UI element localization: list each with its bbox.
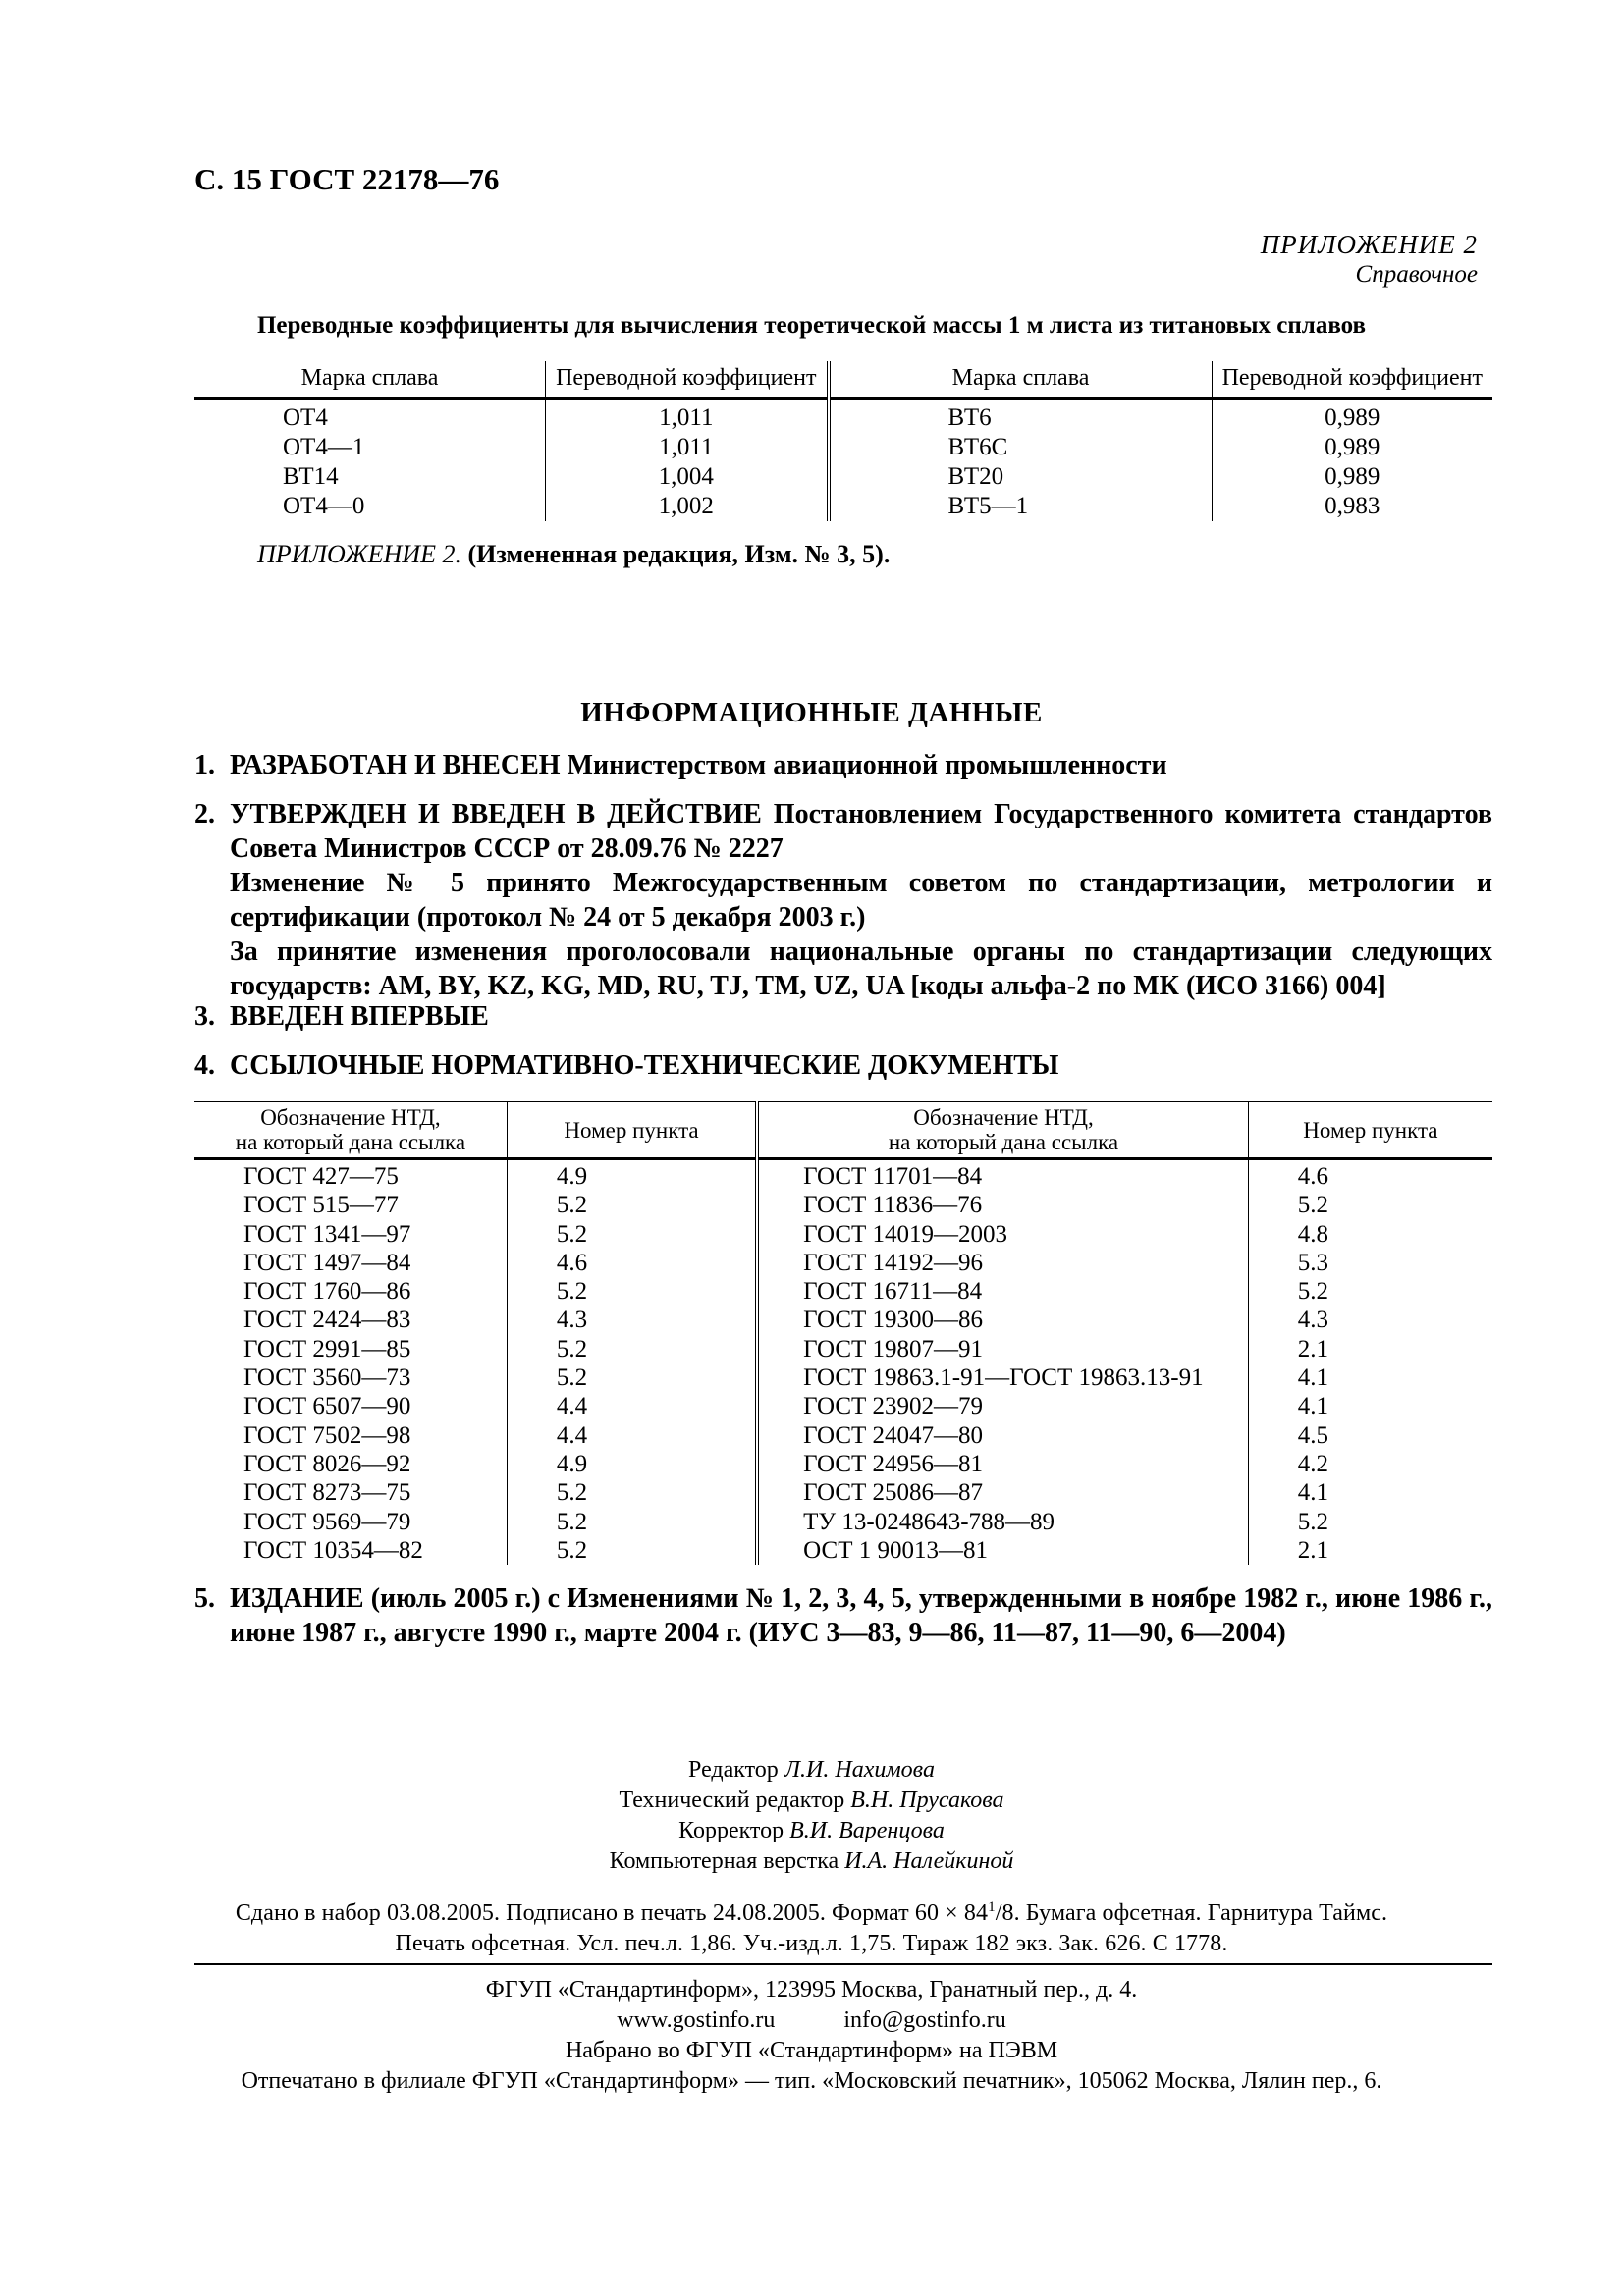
table-cell: 4.6 [507, 1249, 757, 1277]
table-cell: 4.9 [507, 1159, 757, 1192]
table-cell: 5.2 [507, 1220, 757, 1249]
header-line: на который дана ссылка [235, 1130, 466, 1154]
print-info-text: Сдано в набор 03.08.2005. Подписано в печать 24.08.2005. Формат 60 × 84 [235, 1900, 989, 1926]
table-cell: ВТ6С [829, 433, 1213, 462]
publisher-line: Отпечатано в филиале ФГУП «Стандартинформ» — тип. «Московский печатник», 105062 Москва, Лялин пер., 6. [241, 2068, 1382, 2094]
table-row [194, 399, 1492, 434]
table-cell: ГОСТ 11836—76 [757, 1191, 1248, 1219]
table-cell: 0,989 [1212, 399, 1492, 434]
table-header-row [194, 1102, 1492, 1159]
table-cell: 2.1 [1248, 1536, 1492, 1565]
credit-label: Технический редактор [619, 1788, 845, 1813]
publisher-line: ФГУП «Стандартинформ», 123995 Москва, Гранатный пер., д. 4. [485, 1977, 1138, 2002]
table-cell: 5.2 [507, 1536, 757, 1565]
item-text: За принятие изменения проголосовали национальные органы по стандартизации следующих государств: AM, BY, KZ, KG, MD, RU, TJ, TM, UZ, UA [коды альфа-2 по МК (ИСО 3166) 004] [230, 936, 1492, 1001]
table-cell: 5.2 [1248, 1277, 1492, 1306]
table-cell: ГОСТ 24956—81 [757, 1450, 1248, 1478]
table-cell: 4.1 [1248, 1363, 1492, 1392]
table-cell: 4.9 [507, 1450, 757, 1478]
note-ref: ПРИЛОЖЕНИЕ 2. [257, 540, 461, 568]
table-cell: ОТ4 [283, 404, 328, 431]
table-cell: ГОСТ 25086—87 [757, 1478, 1248, 1507]
table-cell: 0,983 [1212, 492, 1492, 521]
table-cell: 4.4 [507, 1421, 757, 1450]
page-header: С. 15 ГОСТ 22178—76 [194, 162, 500, 196]
column-header: Марка сплава [829, 361, 1213, 399]
table-cell: ГОСТ 14019—2003 [757, 1220, 1248, 1249]
table-cell: ОТ4—0 [283, 493, 365, 519]
table-cell: 5.2 [507, 1191, 757, 1219]
header-line: Обозначение НТД, [913, 1105, 1094, 1130]
table-cell: ГОСТ 23902—79 [757, 1392, 1248, 1420]
table-cell: ГОСТ 10354—82 [243, 1536, 423, 1564]
item-text: ИЗДАНИЕ (июль 2005 г.) с Изменениями № 1, 2, 3, 4, 5, утвержденными в ноябре 1982 г., июне 1986 г., июне 1987 г., августе 1990 г., марте 2004 г. (ИУС 3—83, 9—86, 11—87, 11—90, 6—2004) [230, 1583, 1492, 1648]
table-cell: 5.2 [507, 1508, 757, 1536]
credit-editor [0, 1755, 1623, 1786]
table-cell: 4.6 [1248, 1159, 1492, 1192]
table-cell: 5.2 [507, 1335, 757, 1363]
table-cell: 0,989 [1212, 433, 1492, 462]
credit-name: Л.И. Нахимова [784, 1757, 935, 1783]
column-header: Переводной коэффициент [546, 361, 829, 399]
table-cell: 5.3 [1248, 1249, 1492, 1277]
table-cell: 4.5 [1248, 1421, 1492, 1450]
table-cell: ГОСТ 19300—86 [757, 1306, 1248, 1334]
table-row [194, 492, 1492, 521]
table-row [194, 1421, 1492, 1450]
info-item-4 [194, 1048, 1492, 1083]
table-cell: ГОСТ 8273—75 [243, 1479, 411, 1507]
table-cell: ВТ6 [829, 399, 1213, 434]
table-row [194, 1450, 1492, 1478]
table-cell: ОСТ 1 90013—81 [757, 1536, 1248, 1565]
table-cell: ГОСТ 16711—84 [757, 1277, 1248, 1306]
table-cell: 4.1 [1248, 1392, 1492, 1420]
table-cell: 5.2 [507, 1363, 757, 1392]
table-body [194, 399, 1492, 522]
item-text: РАЗРАБОТАН И ВНЕСЕН Министерством авиационной промышленности [230, 750, 1167, 780]
credit-name: И.А. Налейкиной [844, 1848, 1014, 1874]
table-cell: 5.2 [1248, 1191, 1492, 1219]
item-number: 4. [194, 1050, 215, 1081]
table-cell: ВТ5—1 [829, 492, 1213, 521]
column-header: Переводной коэффициент [1212, 361, 1492, 399]
table-cell: ГОСТ 24047—80 [757, 1421, 1248, 1450]
table-cell: 2.1 [1248, 1335, 1492, 1363]
footer-divider [194, 1963, 1492, 1965]
publisher-contacts [582, 2005, 1041, 2036]
table-cell: ГОСТ 7502—98 [243, 1421, 411, 1449]
table-cell: ГОСТ 515—77 [243, 1192, 399, 1219]
credits [0, 1755, 1623, 1877]
table-cell: ГОСТ 1341—97 [243, 1220, 411, 1248]
credit-label: Редактор [688, 1757, 779, 1783]
table-cell: 1,002 [546, 492, 829, 521]
credit-layout [0, 1846, 1623, 1877]
conversion-coefficients-table [194, 361, 1492, 521]
item-text: Изменение № 5 принято Межгосударственным советом по стандартизации, метрологии и сертификации (протокол № 24 от 5 декабря 2003 г.) [230, 868, 1492, 933]
info-item-5 [194, 1581, 1492, 1650]
reference-documents-table [194, 1101, 1492, 1565]
table-cell: 4.4 [507, 1392, 757, 1420]
appendix-title: ПРИЛОЖЕНИЕ 2 [1260, 230, 1478, 259]
info-item-1 [194, 748, 1492, 782]
format-superscript: 1 [988, 1899, 996, 1915]
table-row [194, 1508, 1492, 1536]
table-cell: ГОСТ 9569—79 [243, 1508, 411, 1535]
column-header [757, 1102, 1248, 1159]
table-row [194, 1306, 1492, 1334]
column-header: Марка сплава [194, 361, 546, 399]
table-cell: 4.3 [507, 1306, 757, 1334]
item-number: 5. [194, 1583, 215, 1614]
table-cell: ГОСТ 1497—84 [243, 1249, 411, 1276]
table-cell: ГОСТ 3560—73 [243, 1364, 411, 1392]
credit-label: Компьютерная верстка [609, 1848, 839, 1874]
table1-note [257, 540, 890, 569]
publisher-line: Набрано во ФГУП «Стандартинформ» на ПЭВМ [565, 2038, 1058, 2063]
table-cell: 1,011 [546, 433, 829, 462]
table-cell: 4.2 [1248, 1450, 1492, 1478]
item-number: 3. [194, 1001, 215, 1032]
appendix-subtitle: Справочное [1355, 261, 1478, 288]
credit-tech-editor [0, 1786, 1623, 1816]
info-item-3 [194, 999, 1492, 1034]
item-number: 1. [194, 750, 215, 780]
format-denominator: /8 [995, 1900, 1014, 1926]
print-info-line: Печать офсетная. Усл. печ.л. 1,86. Уч.-изд.л. 1,75. Тираж 182 экз. Зак. 626. С 1778. [395, 1931, 1228, 1956]
table-row [194, 1191, 1492, 1219]
table-cell: ГОСТ 2991—85 [243, 1335, 411, 1362]
table-row [194, 1335, 1492, 1363]
table-cell: 4.3 [1248, 1306, 1492, 1334]
table-cell: ГОСТ 11701—84 [757, 1159, 1248, 1192]
table-row [194, 1363, 1492, 1392]
table-cell: ГОСТ 427—75 [243, 1163, 399, 1190]
table-cell: 5.2 [507, 1277, 757, 1306]
table-row [194, 1249, 1492, 1277]
column-header: Номер пункта [507, 1102, 757, 1159]
email-link: info@gostinfo.ru [843, 2007, 1006, 2033]
item-text: УТВЕРЖДЕН И ВВЕДЕН В ДЕЙСТВИЕ Постановлением Государственного комитета стандартов Совета Министров СССР от 28.09.76 № 2227 [230, 799, 1492, 864]
table-row [194, 433, 1492, 462]
table-body [194, 1159, 1492, 1566]
table-cell: ТУ 13-0248643-788—89 [757, 1508, 1248, 1536]
header-line: на который дана ссылка [888, 1130, 1119, 1154]
column-header [194, 1102, 507, 1159]
item-text: ВВЕДЕН ВПЕРВЫЕ [230, 1001, 489, 1032]
table-cell: ОТ4—1 [283, 434, 365, 460]
table-row [194, 1159, 1492, 1192]
table-cell: 4.8 [1248, 1220, 1492, 1249]
table-cell: ГОСТ 14192—96 [757, 1249, 1248, 1277]
item-number: 2. [194, 799, 215, 829]
table-cell: ГОСТ 19807—91 [757, 1335, 1248, 1363]
table-cell: ВТ20 [829, 462, 1213, 492]
table-cell: 0,989 [1212, 462, 1492, 492]
table-cell: 1,011 [546, 399, 829, 434]
print-info-line [0, 1893, 1623, 1929]
table-cell: ГОСТ 8026—92 [243, 1450, 411, 1477]
table-row [194, 462, 1492, 492]
credit-corrector [0, 1816, 1623, 1846]
print-info [0, 1893, 1623, 1959]
table-row [194, 1536, 1492, 1565]
table-row [194, 1277, 1492, 1306]
table-header-row [194, 361, 1492, 399]
publisher-info [0, 1975, 1623, 2097]
table-cell: ГОСТ 19863.1-91—ГОСТ 19863.13-91 [757, 1363, 1248, 1392]
item-text: ССЫЛОЧНЫЕ НОРМАТИВНО-ТЕХНИЧЕСКИЕ ДОКУМЕНТЫ [230, 1050, 1059, 1081]
column-header: Номер пункта [1248, 1102, 1492, 1159]
credit-name: В.И. Варенцова [789, 1818, 945, 1843]
table-cell: ГОСТ 1760—86 [243, 1278, 411, 1306]
table-cell: ВТ14 [283, 463, 339, 490]
info-heading: ИНФОРМАЦИОННЫЕ ДАННЫЕ [580, 697, 1043, 728]
header-line: Обозначение НТД, [260, 1105, 441, 1130]
table-cell: 1,004 [546, 462, 829, 492]
website-link: www.gostinfo.ru [617, 2007, 776, 2033]
table-cell: 4.1 [1248, 1478, 1492, 1507]
table-row [194, 1392, 1492, 1420]
print-info-text: . Бумага офсетная. Гарнитура Таймс. [1013, 1900, 1388, 1926]
info-item-2 [194, 797, 1492, 1003]
table-cell: 5.2 [507, 1478, 757, 1507]
table-row [194, 1478, 1492, 1507]
table-cell: ГОСТ 6507—90 [243, 1393, 411, 1420]
table-cell: 5.2 [1248, 1508, 1492, 1536]
table1-caption: Переводные коэффициенты для вычисления теоретической массы 1 м листа из титановых сплавов [256, 312, 1367, 339]
credit-label: Корректор [678, 1818, 784, 1843]
table-row [194, 1220, 1492, 1249]
note-text: (Измененная редакция, Изм. № 3, 5). [467, 540, 891, 568]
table-cell: ГОСТ 2424—83 [243, 1307, 411, 1334]
credit-name: В.Н. Прусакова [850, 1788, 1004, 1813]
